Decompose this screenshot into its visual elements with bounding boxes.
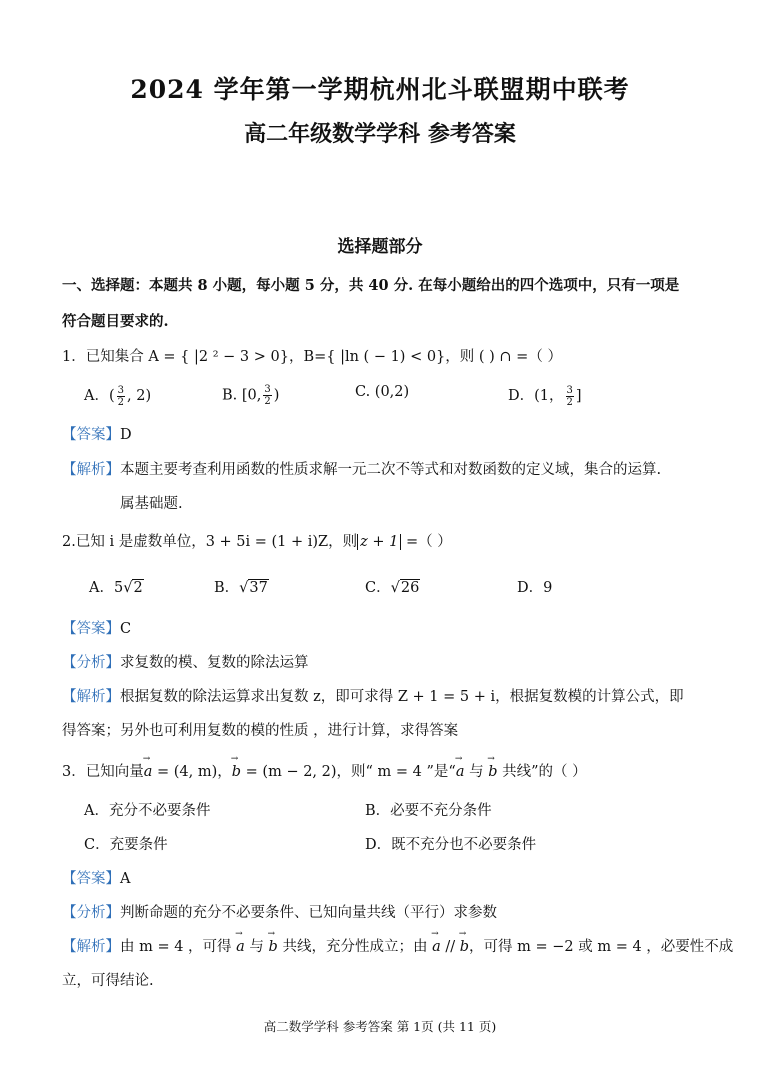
page-footer: 高二数学学科 参考答案 第 1页 (共 11 页) xyxy=(263,1019,497,1034)
q2-fenxi: 【分析】求复数的模、复数的除法运算 xyxy=(62,655,309,671)
answer-tag: 【答案】 xyxy=(62,871,120,887)
q3-option-d: D．既不充分也不必要条件 xyxy=(365,837,537,853)
q2-analysis-2: 得答案；另外也可利用复数的模的性质 ，进行计算，求得答案 xyxy=(62,723,459,739)
q1-option-c: C. (0,2) xyxy=(355,384,410,400)
fenxi-tag: 【分析】 xyxy=(62,905,120,921)
q3-answer: 【答案】A xyxy=(62,871,131,887)
q2-analysis-1: 【解析】根据复数的除法运算求出复数 z，即可求得 Z + 1 = 5 + i，根据复数模的计算公式，即 xyxy=(62,689,684,705)
analysis-tag: 【解析】 xyxy=(62,939,120,955)
page-title: 2024 学年第一学期杭州北斗联盟期中联考 xyxy=(130,75,630,104)
fenxi-tag: 【分析】 xyxy=(62,655,120,671)
intro-line-1: 一、选择题：本题共 8 小题，每小题 5 分，共 40 分. 在每小题给出的四个选项中，只有一项是 xyxy=(62,277,680,294)
q1-analysis-1: 【解析】本题主要考查利用函数的性质求解一元二次不等式和对数函数的定义域，集合的运算. xyxy=(62,462,662,478)
q1-answer: 【答案】D xyxy=(62,427,132,443)
q1-option-a: A．( $\frac{3}{2}$ , 2) xyxy=(84,384,152,408)
analysis-tag: 【解析】 xyxy=(62,462,120,478)
q2-option-c: C．√26 xyxy=(365,580,420,596)
q3-analysis-2: 立，可得结论. xyxy=(62,973,154,989)
q2-answer: 【答案】C xyxy=(62,621,132,637)
q2-stem: 2.已知 i 是虚数单位，3 + 5i = (1 + i)Z，则 z + 1 =（ ） xyxy=(62,534,452,550)
answer-tag: 【答案】 xyxy=(62,427,120,443)
q3-option-b: B．必要不充分条件 xyxy=(365,803,492,819)
q3-fenxi: 【分析】判断命题的充分不必要条件、已知向量共线（平行）求参数 xyxy=(62,905,497,921)
q1-stem: 1．已知集合 A = { |2 ² − 3 > 0}，B={ |ln ( − 1) < 0}，则 ( ) ∩ =（ ） xyxy=(62,349,562,365)
q1-option-b: B. [0, $\frac{3}{2}$ ) xyxy=(222,384,280,407)
q1-option-d: D．(1， $\frac{3}{2}$ ] xyxy=(508,384,582,408)
q2-option-b: B．√37 xyxy=(214,580,268,596)
intro-line-2: 符合题目要求的. xyxy=(62,313,169,330)
page-subtitle: 高二年级数学学科 参考答案 xyxy=(244,121,516,147)
answer-tag: 【答案】 xyxy=(62,621,120,637)
q3-option-c: C．充要条件 xyxy=(84,837,168,853)
analysis-tag: 【解析】 xyxy=(62,689,120,705)
q2-option-a: A．5√2 xyxy=(89,580,143,596)
q3-stem: 3．已知向量→ a = (4, m)，→ b = (m − 2, 2)，则“ m = 4 ”是“→ a 与 → b 共线”的（ ） xyxy=(62,760,587,781)
q3-analysis-1: 【解析】由 m = 4 ，可得 → a 与 → b 共线，充分性成立；由 → a // → b，可得 m = −2 或 m = 4 ，必要性不成 xyxy=(62,935,733,956)
section-title: 选择题部分 xyxy=(337,237,423,257)
q3-option-a: A．充分不必要条件 xyxy=(84,803,211,819)
q2-option-d: D．9 xyxy=(517,580,553,596)
q1-analysis-2: 属基础题. xyxy=(120,496,183,512)
